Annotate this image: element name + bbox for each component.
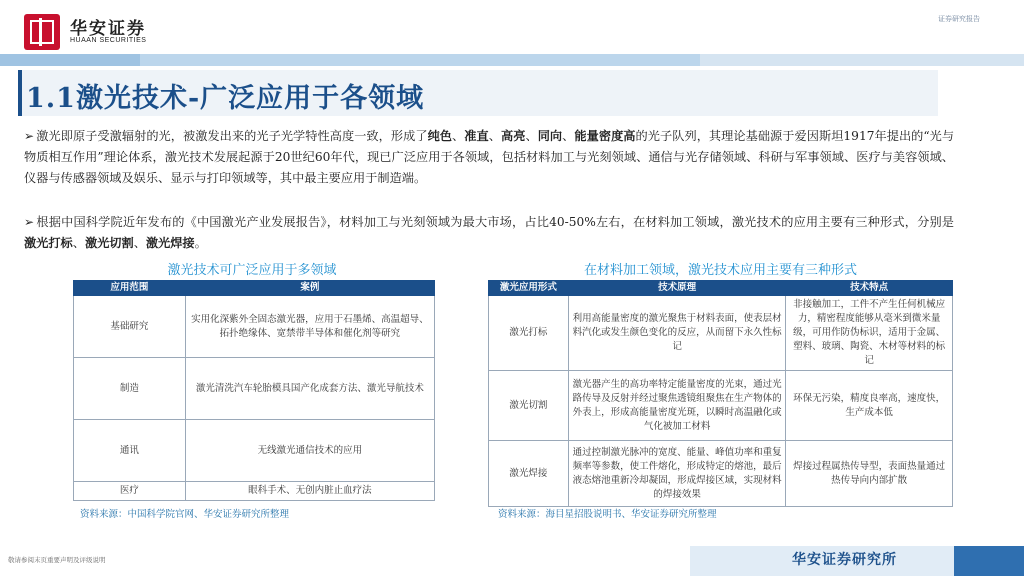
table-row	[74, 420, 435, 482]
paragraph-text: 根据中国科学院近年发布的《中国激光产业发展报告》，材料加工与光刻领域为最大市场，占比40-50%左右，在材料加工领域，激光技术的应用主要有三种形式，分别是	[36, 215, 954, 229]
table-row	[489, 371, 953, 441]
paragraph-text: 的光子队列，其理论基础源于爱因斯坦1917年提出的“光与物质相互作用”理论体系，激光技术发展起源于20世纪60年代，现已广泛应用于各领域，包括材料加工与光刻领域、通信与光存储领域、科研与军事领域、医疗与美容领域、仪器与传感器领域及娱乐、显示与打印领域等，其中最主要应用于制造端。	[24, 129, 955, 185]
paragraph-text: 、	[525, 129, 538, 143]
table-cell: 基础研究	[74, 296, 186, 358]
emphasis-text: 同向	[537, 129, 563, 143]
table-cell: 通过控制激光脉冲的宽度、能量、峰值功率和重复频率等参数，使工件熔化，形成特定的熔池，最后液态熔池重新冷却凝固，形成焊接区域，实现材料的焊接效果	[568, 441, 786, 507]
emphasis-text: 激光焊接	[145, 236, 195, 250]
application-fields-table	[73, 280, 435, 501]
table-cell: 实用化深紫外全固态激光器，应用于石墨烯、高温超导、拓扑绝缘体、宽禁带半导体和催化剂等研究	[185, 296, 434, 358]
report-type-label: 证券研究报告	[938, 15, 980, 23]
table-cell: 非接触加工，工件不产生任何机械应力，精密程度能够从毫米到微米量级，可用作防伪标识，适用于金属、塑料、玻璃、陶瓷、木材等材料的标记	[786, 296, 953, 371]
table-cell: 环保无污染，精度良率高，速度快，生产成本低	[786, 371, 953, 441]
table-cell: 激光清洗汽车轮胎模具国产化成套方法、激光导航技术	[185, 358, 434, 420]
table-row	[74, 482, 435, 501]
table-row	[489, 296, 953, 371]
emphasis-text: 高亮	[500, 129, 526, 143]
table-cell: 激光切割	[489, 371, 569, 441]
column-header: 激光应用形式	[489, 281, 569, 296]
table-cell: 无线激光通信技术的应用	[185, 420, 434, 482]
column-header: 案例	[185, 281, 434, 296]
table-cell: 眼科手术、无创内脏止血疗法	[185, 482, 434, 501]
brand-name-en: HUAAN SECURITIES	[70, 37, 147, 44]
table-cell: 利用高能量密度的激光聚焦于材料表面，使表层材料汽化或发生颜色变化的反应，从而留下永久性标记	[568, 296, 786, 371]
paragraph-text: 、	[133, 236, 146, 250]
paragraph-text: 。	[194, 236, 207, 250]
huaan-logo-icon	[24, 14, 60, 50]
footer-brand: 华安证券研究所	[792, 552, 897, 568]
column-header: 技术原理	[568, 281, 786, 296]
table-cell: 激光打标	[489, 296, 569, 371]
bullet-arrow-icon: ➢	[24, 215, 35, 229]
paragraph-text: 、	[452, 129, 465, 143]
paragraph-text: 、	[488, 129, 501, 143]
table-cell: 激光器产生的高功率特定能量密度的光束，通过光路传导及反射并经过聚焦透镜组聚焦在生产物体的外表上，形成高能量密度光斑，以瞬时高温融化或气化被加工材料	[568, 371, 786, 441]
brand-name-cn: 华安证券	[70, 19, 146, 39]
emphasis-text: 准直	[464, 129, 489, 143]
bullet-paragraph-1	[24, 126, 954, 189]
column-header: 技术特点	[786, 281, 953, 296]
footer-disclaimer: 敬请参阅末页重要声明及评级说明	[8, 556, 106, 564]
title-bar	[18, 70, 938, 116]
table-cell: 激光焊接	[489, 441, 569, 507]
left-table-title: 激光技术可广泛应用于多领域	[167, 263, 337, 278]
page-title: 1.1激光技术-广泛应用于各领域	[26, 83, 425, 114]
emphasis-text: 纯色	[427, 129, 453, 143]
emphasis-text: 激光切割	[84, 236, 134, 250]
table-cell: 焊接过程属热传导型，表面热量通过热传导向内部扩散	[786, 441, 953, 507]
paragraph-text: 激光即原子受激辐射的光，被激发出来的光子光学特性高度一致，形成了	[36, 129, 428, 143]
table-cell: 医疗	[74, 482, 186, 501]
emphasis-text: 能量密度高	[574, 129, 636, 143]
table-row	[74, 358, 435, 420]
emphasis-text: 激光打标	[24, 236, 73, 250]
table-row	[489, 441, 953, 507]
column-header: 应用范围	[74, 281, 186, 296]
table-row	[74, 296, 435, 358]
left-table-source: 资料来源：中国科学院官网、华安证券研究所整理	[80, 509, 290, 520]
paragraph-text: 、	[72, 236, 85, 250]
table-cell: 制造	[74, 358, 186, 420]
right-table-title: 在材料加工领域，激光技术应用主要有三种形式	[583, 263, 857, 278]
bullet-paragraph-2	[24, 212, 954, 254]
paragraph-text: 、	[562, 129, 575, 143]
bullet-arrow-icon: ➢	[24, 129, 35, 143]
right-table-source: 资料来源：海目星招股说明书、华安证券研究所整理	[498, 509, 717, 520]
top-decor-band	[0, 54, 1024, 66]
material-processing-table	[488, 280, 953, 507]
table-cell: 通讯	[74, 420, 186, 482]
